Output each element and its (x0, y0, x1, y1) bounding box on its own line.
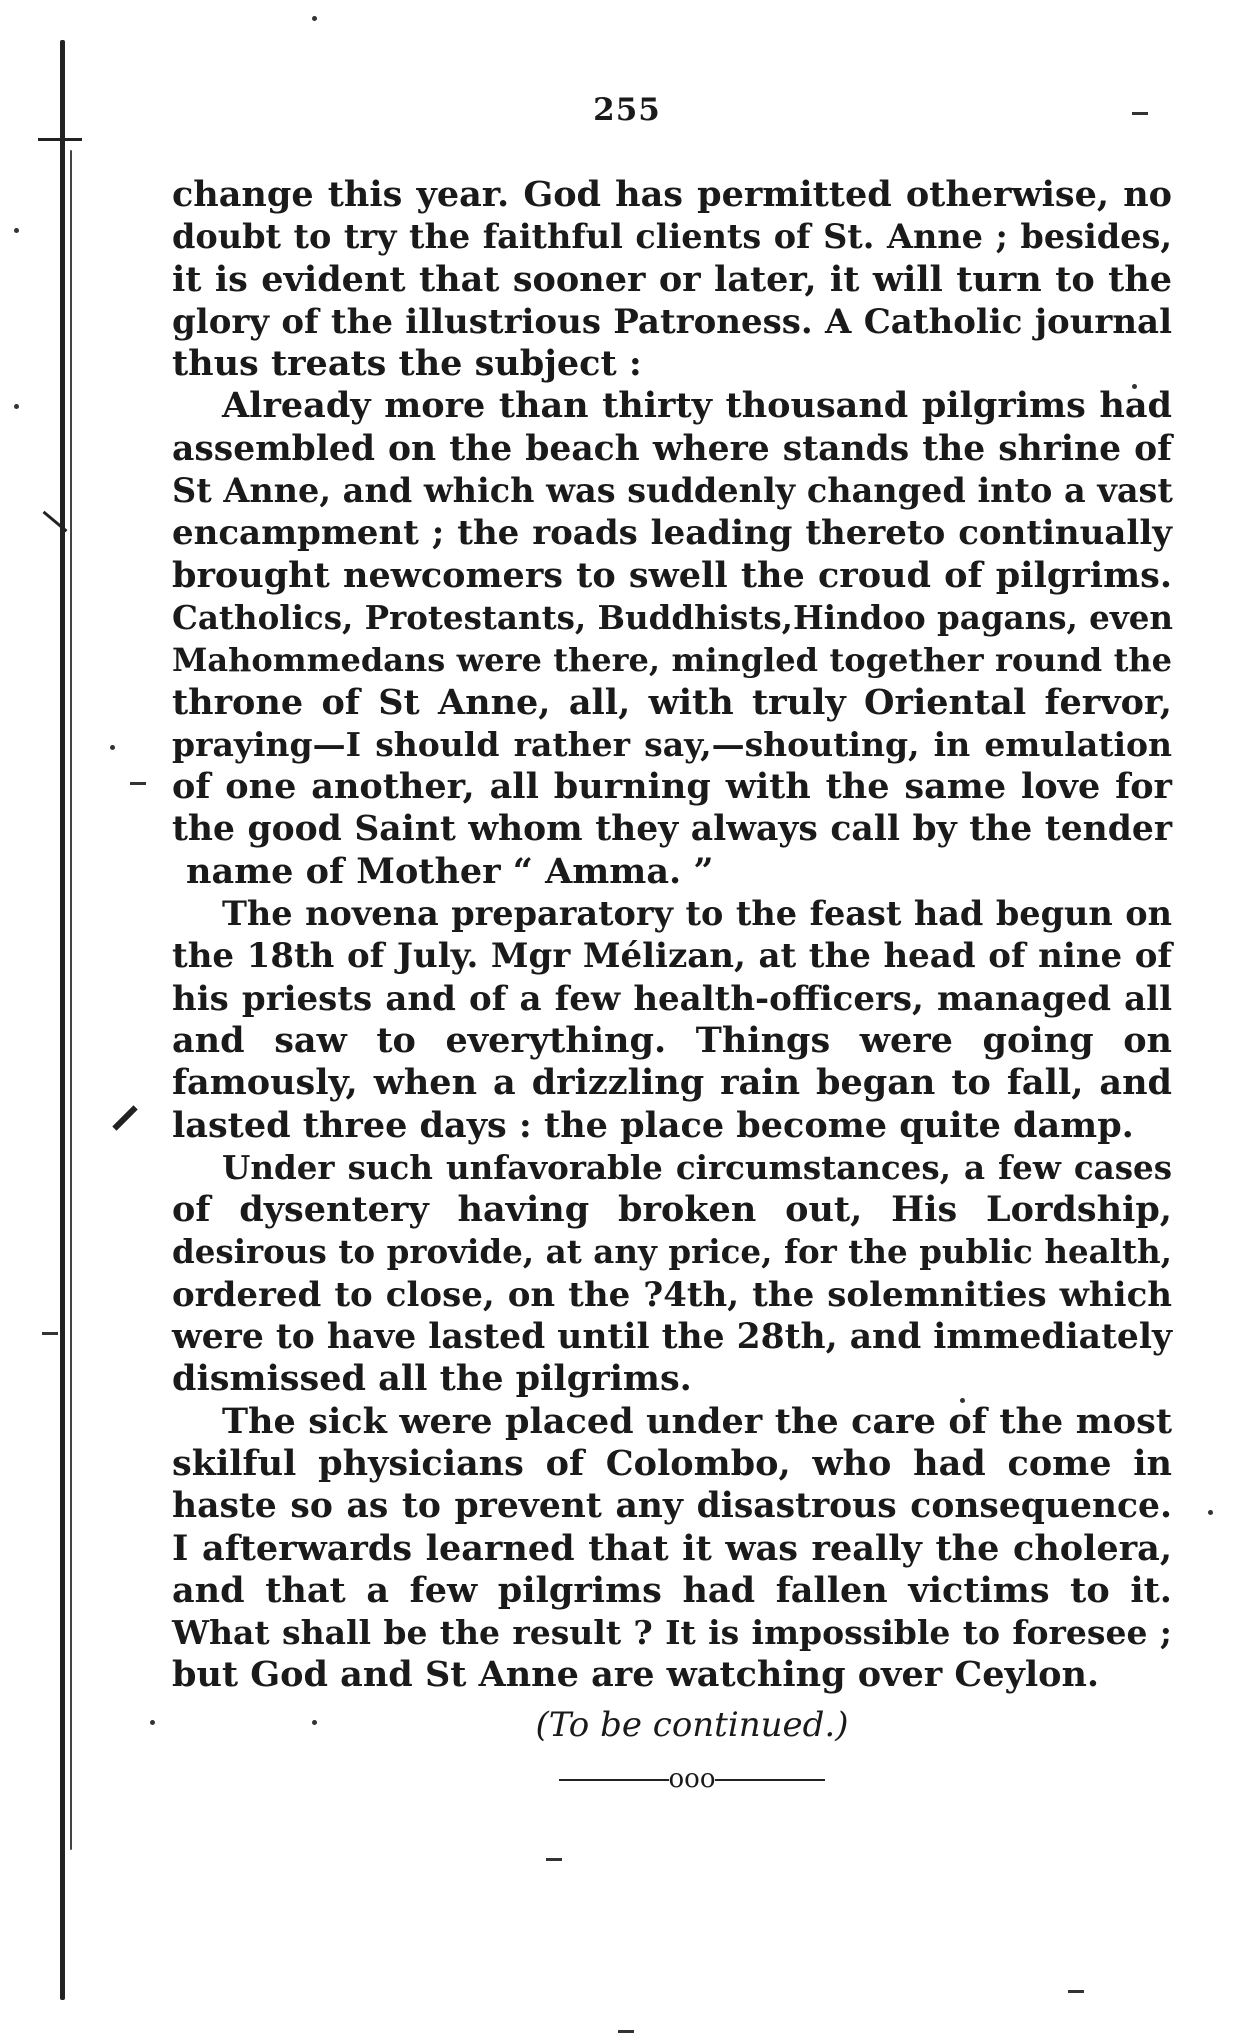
text-line: the 18th of July. Mgr Mélizan, at the head of nine of (172, 936, 1172, 977)
text-line: Under such unfavorable circumstances, a few cases (222, 1147, 1172, 1187)
text-line: ordered to close, on the ?4th, the solemnities which (172, 1274, 1172, 1315)
body-text (172, 174, 1172, 1797)
page-number: 255 (593, 92, 661, 128)
text-line: encampment ; the roads leading thereto continually (172, 513, 1172, 554)
text-line: doubt to try the faithful clients of St. Anne ; besides, (172, 217, 1172, 257)
binding-rule-inner (70, 150, 72, 1850)
dash-mark (42, 1332, 58, 1335)
speck (14, 228, 19, 233)
text-line: lasted three days : the place become quite damp. (172, 1104, 1134, 1146)
binding-rule (60, 40, 65, 2000)
text-line: praying—I should rather say,—shouting, in emulation (172, 724, 1172, 764)
speck (14, 404, 19, 409)
ornament-text: ooo (668, 1763, 716, 1794)
to-be-continued: (To be continued.) (535, 1704, 849, 1745)
text-line: I afterwards learned that it was really the cholera, (172, 1527, 1172, 1569)
dash-mark (1068, 1990, 1084, 1993)
text-line: and saw to everything. Things were going on (172, 1019, 1172, 1061)
speck (1208, 1510, 1213, 1515)
text-line: Catholics, Protestants, Buddhists,Hindoo pagans, even (172, 597, 1174, 637)
text-line: haste so as to prevent any disastrous consequence. (172, 1486, 1172, 1527)
text-line: of one another, all burning with the same love for (172, 766, 1172, 808)
margin-check-mark (112, 1105, 137, 1130)
text-line: throne of St Anne, all, with truly Oriental fervor, (172, 681, 1172, 723)
text-line: change this year. God has permitted otherwise, no (172, 174, 1172, 215)
text-line: and that a few pilgrims had fallen victims to it. (172, 1569, 1172, 1611)
section-ornament (172, 1761, 1172, 1797)
margin-tick (38, 138, 82, 141)
text-line: St Anne, and which was suddenly changed into a vast (172, 471, 1173, 511)
text-line: thus treats the subject : (172, 343, 642, 385)
dash-mark (618, 2030, 634, 2033)
text-line: Mahommedans were there, mingled together round the (172, 641, 1172, 680)
text-line: dismissed all the pilgrims. (172, 1358, 692, 1400)
text-line: skilful physicians of Colombo, who had come in (172, 1442, 1172, 1484)
text-line: it is evident that sooner or later, it will turn to the (172, 258, 1172, 300)
text-line: famously, when a drizzling rain began to fall, and (172, 1062, 1172, 1104)
text-line: assembled on the beach where stands the shrine of (172, 428, 1172, 469)
text-line: of dysentery having broken out, His Lordship, (172, 1189, 1172, 1231)
text-line: were to have lasted until the 28th, and immediately (172, 1317, 1172, 1358)
speck (312, 16, 317, 21)
text-line: his priests and of a few health-officers, managed all (172, 978, 1172, 1019)
text-line: name of Mother “ Amma. ” (186, 850, 714, 892)
text-line: desirous to provide, at any price, for the public health, (172, 1232, 1172, 1272)
dash-mark (130, 782, 146, 785)
ornament-rule-left (559, 1779, 669, 1781)
text-line: glory of the illustrious Patroness. A Catholic journal (172, 301, 1172, 342)
text-line: What shall be the result ? It is impossible to foresee ; (172, 1613, 1172, 1653)
text-line: The novena preparatory to the feast had begun on (222, 894, 1172, 934)
dash-mark (546, 1858, 562, 1861)
speck (150, 1720, 155, 1725)
ornament-rule-right (715, 1779, 825, 1781)
text-line: The sick were placed under the care of the most (222, 1400, 1172, 1442)
text-line: the good Saint whom they always call by the tender (172, 809, 1172, 850)
text-line: Already more than thirty thousand pilgrims had (222, 385, 1172, 427)
text-line: but God and St Anne are watching over Ceylon. (172, 1654, 1100, 1696)
text-line: brought newcomers to swell the croud of pilgrims. (172, 554, 1172, 596)
speck (110, 745, 115, 750)
